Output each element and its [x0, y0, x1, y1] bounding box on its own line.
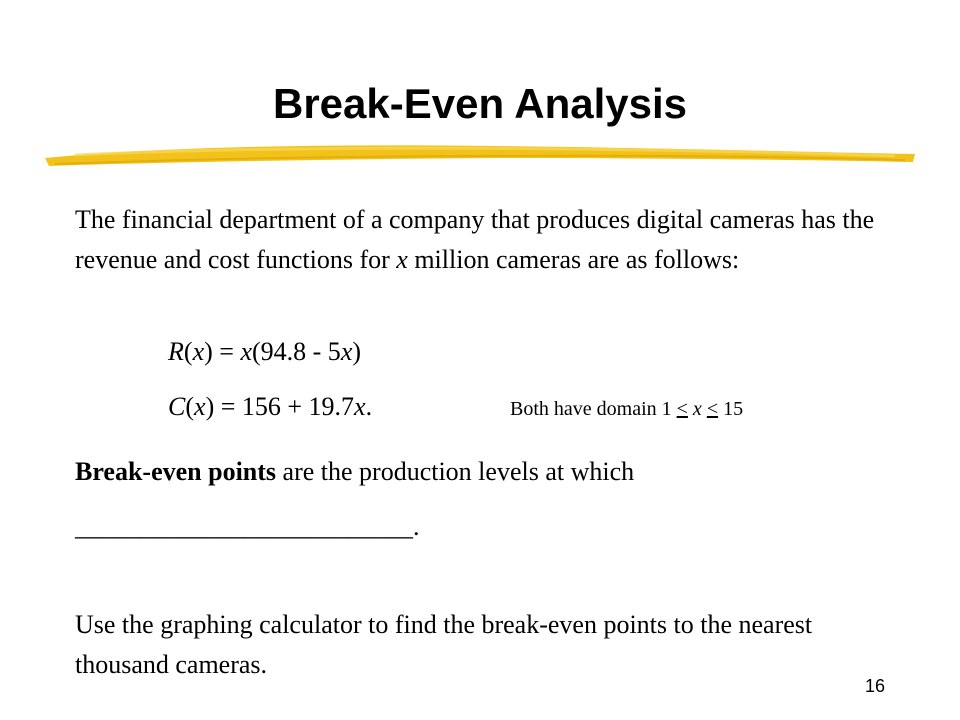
intro-text-2: million cameras are as follows:	[407, 245, 740, 274]
revenue-close-paren: )	[352, 337, 362, 366]
cost-function	[168, 392, 372, 422]
intro-text-1: The financial department of a company that produces digital cameras has the revenue and cost functions for	[75, 205, 875, 274]
domain-note	[510, 398, 743, 421]
cost-expression: ) = 156 + 19.7	[205, 392, 355, 421]
domain-prefix: Both have domain 1	[510, 398, 677, 420]
revenue-inner-x: x	[340, 337, 353, 366]
title-underline-stroke	[45, 138, 915, 172]
cost-open-paren: (	[185, 392, 195, 421]
domain-suffix: 15	[718, 398, 744, 420]
cost-period: .	[365, 392, 373, 421]
revenue-inner-expression: (94.8 - 5	[251, 337, 341, 366]
page-number: 16	[865, 676, 886, 696]
intro-variable-x: x	[396, 245, 408, 274]
revenue-factor-x: x	[240, 337, 252, 366]
revenue-equals: ) =	[204, 337, 241, 366]
revenue-symbol: R	[168, 337, 184, 366]
domain-variable-x: x	[692, 398, 702, 420]
break-even-definition	[75, 452, 895, 492]
break-even-term: Break-even points	[75, 457, 277, 486]
revenue-open-paren: (	[183, 337, 193, 366]
instruction-paragraph: Use the graphing calculator to find the break-even points to the nearest thousand cameras.	[75, 610, 813, 679]
fill-in-blank: __________________________.	[75, 512, 420, 541]
domain-leq-2: <	[706, 398, 719, 420]
revenue-function	[168, 337, 361, 367]
cost-symbol: C	[168, 392, 186, 421]
domain-leq-1: <	[676, 398, 688, 420]
break-even-text: are the production levels at which	[276, 457, 635, 486]
cost-arg-x: x	[194, 392, 206, 421]
slide-title: Break-Even Analysis	[273, 80, 687, 127]
cost-variable-x: x	[354, 392, 366, 421]
intro-paragraph	[75, 200, 895, 280]
revenue-arg-x: x	[192, 337, 205, 366]
